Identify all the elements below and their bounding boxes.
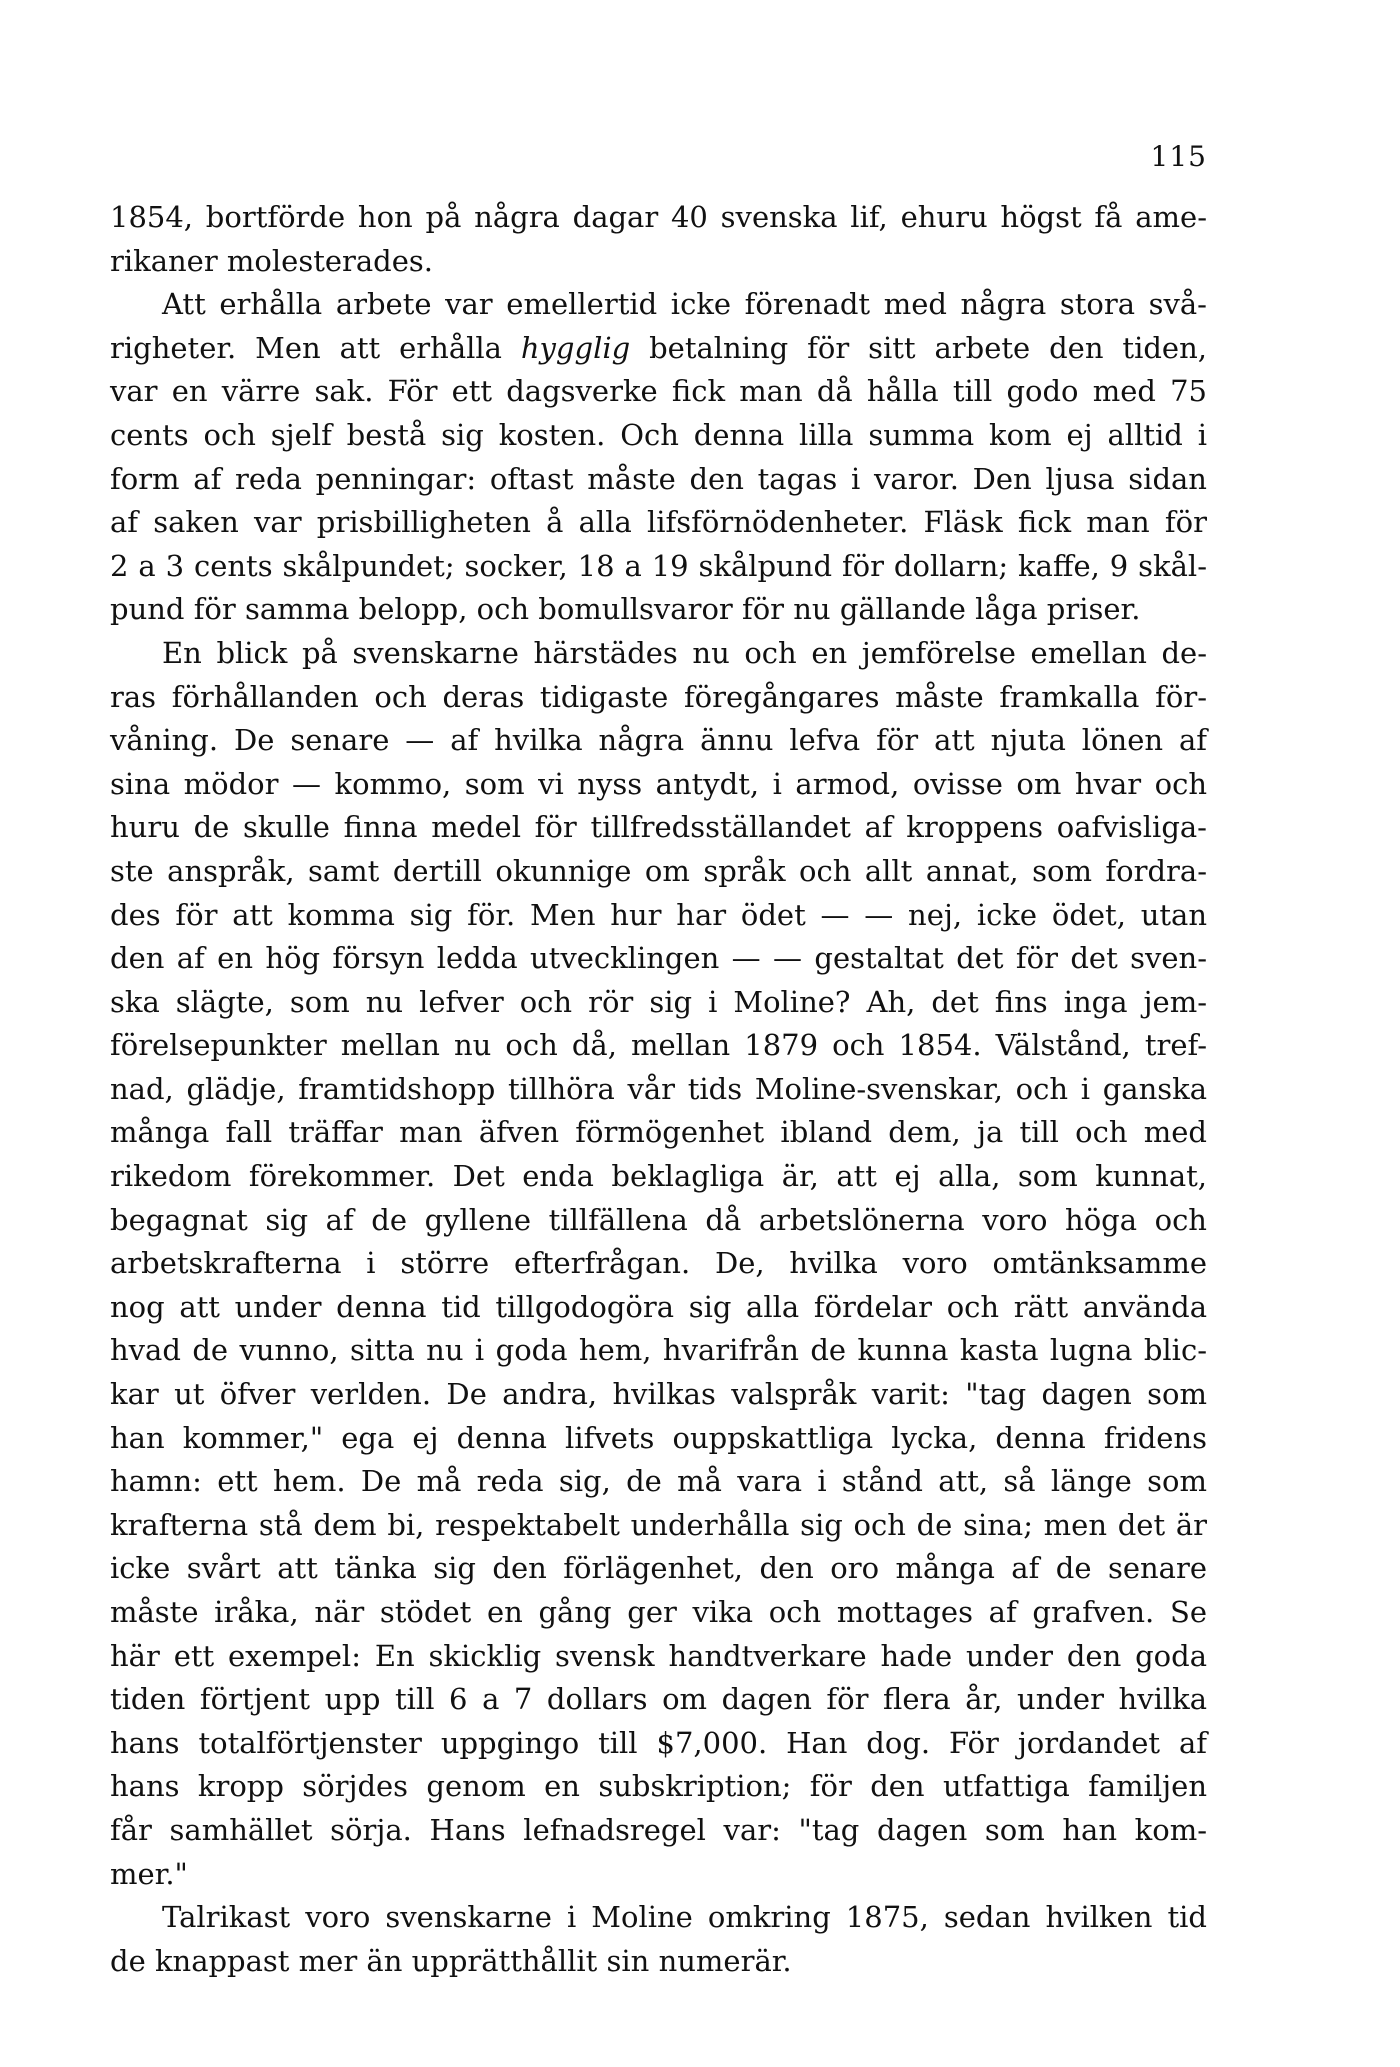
text-line: här ett exempel: En skicklig svensk handtverkare hade under den goda xyxy=(110,1638,1207,1673)
text-line: 2 a 3 cents skålpundet; socker, 18 a 19 skålpund för dollarn; kaffe, 9 skål- xyxy=(110,548,1207,583)
text-line: pund för samma belopp, och bomullsvaror för nu gällande låga priser. xyxy=(110,592,1141,627)
text-line: den af en hög försyn ledda utvecklingen — — gestaltat det för det sven- xyxy=(110,941,1207,976)
text-line: förelsepunkter mellan nu och då, mellan 1879 och 1854. Välstånd, tref- xyxy=(110,1028,1207,1063)
page-number: 115 xyxy=(1150,140,1207,173)
text-line: icke svårt att tänka sig den förlägenhet, den oro många af de senare xyxy=(110,1551,1207,1586)
text-line: af saken var prisbilligheten å alla lifsförnödenheter. Fläsk fick man för xyxy=(110,505,1207,540)
text-line: kar ut öfver verlden. De andra, hvilkas valspråk varit: "tag dagen som xyxy=(110,1377,1207,1412)
text-line: hans kropp sörjdes genom en subskription; för den utfattiga familjen xyxy=(110,1769,1207,1804)
text-line: nad, glädje, framtidshopp tillhöra vår tids Moline-svenskar, och i ganska xyxy=(110,1071,1207,1106)
text-line: Att erhålla arbete var emellertid icke förenadt med några stora svå- xyxy=(162,287,1207,322)
text-line: mer." xyxy=(110,1856,188,1891)
italic-word: hygglig xyxy=(520,330,631,365)
text-line: des för att komma sig för. Men hur har ödet — — nej, icke ödet, utan xyxy=(110,897,1207,932)
text-line: måste iråka, när stödet en gång ger vika och mottages af grafven. Se xyxy=(110,1595,1207,1629)
text-line: begagnat sig af de gyllene tillfällena då arbetslönerna voro höga och xyxy=(110,1202,1207,1237)
text-line: arbetskrafterna i större efterfrågan. De, hvilka voro omtänksamme xyxy=(110,1246,1207,1281)
text-line: får samhället sörja. Hans lefnadsregel var: "tag dagen som han kom- xyxy=(110,1812,1207,1847)
text-line: krafterna stå dem bi, respektabelt underhålla sig och de sina; men det är xyxy=(110,1507,1207,1542)
text-line: righeter. Men att erhålla hygglig betalning för sitt arbete den tiden, xyxy=(110,330,1207,365)
text-line: cents och sjelf bestå sig kosten. Och denna lilla summa kom ej alltid i xyxy=(110,417,1207,452)
text-line: var en värre sak. För ett dagsverke fick man då hålla till godo med 75 xyxy=(110,374,1207,409)
text-line: rikedom förekommer. Det enda beklagliga är, att ej alla, som kunnat, xyxy=(110,1159,1207,1194)
text-line: hans totalförtjenster uppgingo till $7,000. Han dog. För jordandet af xyxy=(110,1725,1207,1760)
text-line: de knappast mer än upprätthållit sin numerär. xyxy=(110,1943,792,1978)
text-line: sina mödor — kommo, som vi nyss antydt, i armod, ovisse om hvar och xyxy=(110,766,1207,801)
text-line: nog att under denna tid tillgodogöra sig alla fördelar och rätt använda xyxy=(110,1289,1207,1324)
text-line: huru de skulle finna medel för tillfredsställandet af kroppens oafvisliga- xyxy=(110,810,1207,845)
text-line: hvad de vunno, sitta nu i goda hem, hvarifrån de kunna kasta lugna blic- xyxy=(110,1333,1207,1368)
text-line: ska slägte, som nu lefver och rör sig i Moline? Ah, det fins inga jem- xyxy=(110,984,1207,1019)
text-line: form af reda penningar: oftast måste den tagas i varor. Den ljusa sidan xyxy=(110,461,1207,496)
text-line: hamn: ett hem. De må reda sig, de må vara i stånd att, så länge som xyxy=(110,1464,1207,1499)
text-line: Talrikast voro svenskarne i Moline omkring 1875, sedan hvilken tid xyxy=(162,1900,1207,1935)
text-line: 1854, bortförde hon på några dagar 40 svenska lif, ehuru högst få ame- xyxy=(110,200,1207,234)
text-line: ras förhållanden och deras tidigaste föregångares måste framkalla för- xyxy=(110,679,1207,714)
text-line: ste anspråk, samt dertill okunnige om språk och allt annat, som fordra- xyxy=(110,853,1207,888)
text-line: rikaner molesterades. xyxy=(110,243,433,278)
text-line: våning. De senare — af hvilka några ännu lefva för att njuta lönen af xyxy=(110,723,1207,758)
text-line: många fall träffar man äfven förmögenhet ibland dem, ja till och med xyxy=(110,1115,1207,1150)
text-line: tiden förtjent upp till 6 a 7 dollars om dagen för flera år, under hvilka xyxy=(110,1682,1207,1717)
text-line: En blick på svenskarne härstädes nu och en jemförelse emellan de- xyxy=(162,635,1207,670)
body-text xyxy=(110,196,1207,1983)
text-line: han kommer," ega ej denna lifvets ouppskattliga lycka, denna fridens xyxy=(110,1420,1207,1455)
